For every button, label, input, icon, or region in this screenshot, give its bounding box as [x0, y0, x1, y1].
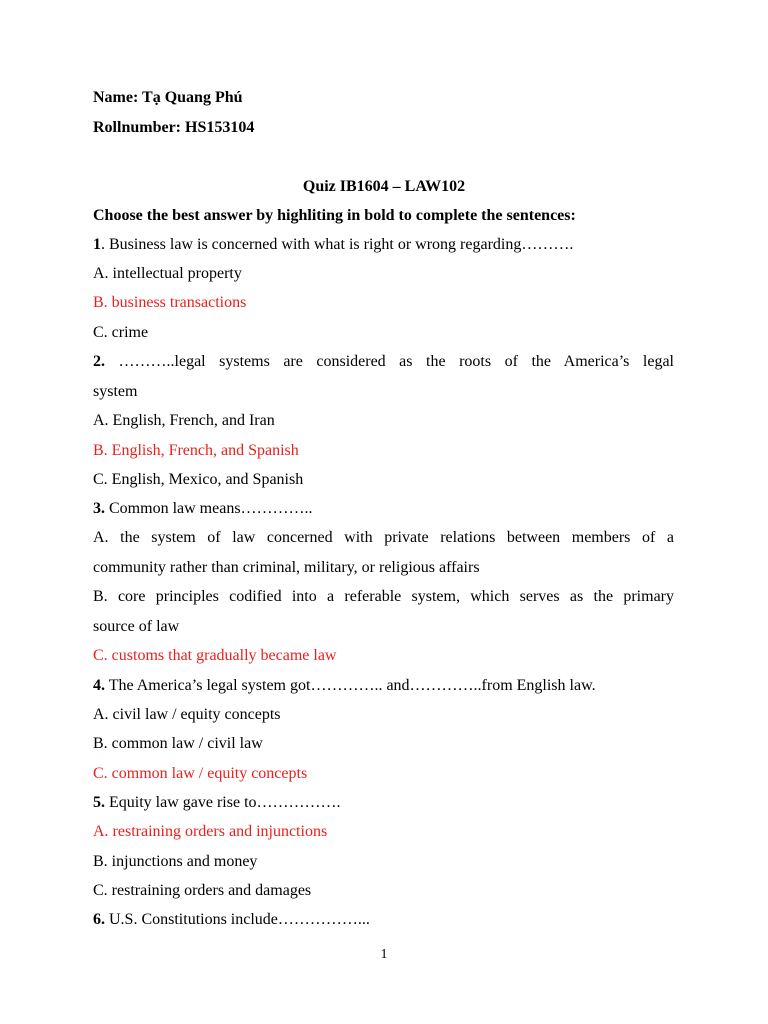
option-1b-correct: B. business transactions [93, 294, 247, 311]
option-5a-correct: A. restraining orders and injunctions [93, 823, 328, 840]
question-number: 5. [93, 794, 105, 811]
question-2-line1 [93, 347, 674, 377]
option-1c: C. crime [93, 324, 149, 341]
question-text: The America’s legal system got………….. and…………..from English law. [105, 677, 596, 694]
option-4c-correct: C. common law / equity concepts [93, 765, 308, 782]
question-text: Common law means………….. [105, 500, 313, 517]
question-number: 1 [93, 236, 101, 253]
option-5c: C. restraining orders and damages [93, 882, 312, 899]
option-3b-line1: B. core principles codified into a referable system, which serves as the primary [93, 588, 674, 605]
question-text: . Business law is concerned with what is right or wrong regarding………. [101, 236, 574, 253]
option-1a: A. intellectual property [93, 265, 242, 282]
option-3c-correct: C. customs that gradually became law [93, 647, 337, 664]
question-number: 4. [93, 677, 105, 694]
question-number: 2. [93, 353, 105, 370]
option-2b-correct: B. English, French, and Spanish [93, 442, 299, 459]
option-2a: A. English, French, and Iran [93, 412, 275, 429]
question-4 [93, 676, 674, 696]
question-6 [93, 910, 674, 930]
page-number: 1 [380, 947, 388, 962]
option-3a-line2: community rather than criminal, military, or religious affairs [93, 559, 480, 576]
instructions: Choose the best answer by highliting in bold to complete the sentences: [93, 207, 576, 224]
question-text: U.S. Constitutions include……………... [105, 911, 370, 928]
question-1 [93, 235, 674, 255]
option-3a-line1: A. the system of law concerned with private relations between members of a [93, 529, 674, 546]
question-number: 6. [93, 911, 105, 928]
option-3b-line2: source of law [93, 618, 180, 635]
question-3 [93, 499, 674, 519]
option-4b: B. common law / civil law [93, 735, 263, 752]
student-name: Name: Tạ Quang Phú [93, 89, 243, 106]
question-number: 3. [93, 500, 105, 517]
question-5 [93, 793, 674, 813]
question-text: Equity law gave rise to……………. [105, 794, 341, 811]
quiz-title: Quiz IB1604 – LAW102 [302, 178, 466, 195]
roll-number: Rollnumber: HS153104 [93, 119, 255, 136]
question-2-line2: system [93, 383, 138, 400]
option-2c: C. English, Mexico, and Spanish [93, 471, 304, 488]
option-4a: A. civil law / equity concepts [93, 706, 281, 723]
question-text: ………..legal systems are considered as the roots of the America’s legal [105, 353, 674, 370]
option-5b: B. injunctions and money [93, 853, 258, 870]
